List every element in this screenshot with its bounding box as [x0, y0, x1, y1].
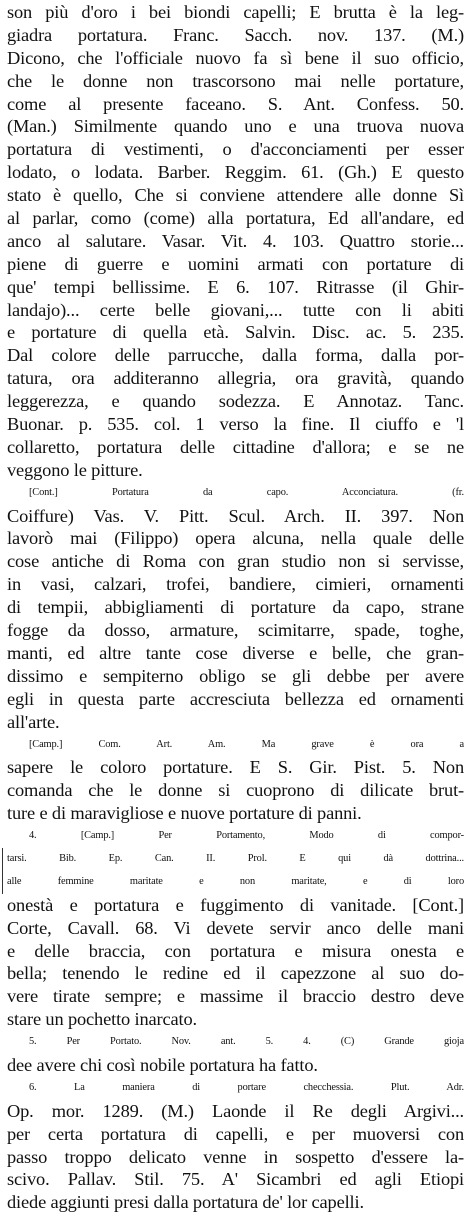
text-line: ture e di maravigliose e nuove portature di panni. [7, 803, 362, 824]
text-line: [Camp.] Com. Art. Am. Ma grave è ora a [29, 738, 464, 750]
text-line: 5. Per Portato. Nov. ant. 5. 4. (C) Grande gioja [29, 1036, 464, 1048]
text-line: di tempii, abbigliamenti di portature da capo, strane [7, 597, 464, 618]
text-line: 6. La maniera di portare checchessia. Plut. Adr. [29, 1081, 464, 1093]
text-line: Dicono, che l'officiale nuovo fa sì bene il suo officio, [7, 47, 464, 68]
text-line: cose antiche di Roma con gran studio non si servisse, [7, 551, 464, 572]
text-line: portatura di vestimenti, o d'acconciamenti per esser [7, 139, 464, 160]
text-line: in vasi, calzari, trofei, bandiere, cimieri, ornamenti [7, 574, 464, 595]
text-line: (Man.) Similmente quando uno e una truova nuova [7, 116, 464, 137]
text-line: stare un pochetto inarcato. [7, 1009, 197, 1030]
text-line: que' tempi bellissime. E 6. 107. Ritrasse (il Ghir- [7, 276, 464, 297]
text-line: leggerezza, e quando sodezza. E Annotaz. Tanc. [7, 391, 464, 412]
text-line: stato è quello, Che si conviene attendere alle donne Sì [7, 185, 464, 206]
text-line: piene di guerre e uomini armati con portature di [7, 253, 464, 274]
text-line: passo troppo delicato venne in sospetto d'essere la- [7, 1146, 464, 1167]
text-line: scivo. Pallav. Stil. 75. A' Sicambri ed agli Etiopi [7, 1169, 464, 1190]
text-line: Buonar. p. 535. col. 1 verso la fine. Il ciuffo e 'l [7, 414, 464, 435]
text-line: tatura, ora additeranno allegria, ora gravità, quando [7, 368, 464, 389]
text-line: lodato, o lodata. Barber. Reggim. 61. (Gh.) E questo [7, 162, 464, 183]
text-line: son più d'oro i bei biondi capelli; E brutta è la leg- [7, 2, 464, 22]
text-line: anco al salutare. Vasar. Vit. 4. 103. Quattro storie... [7, 230, 464, 251]
text-line: dee avere chi così nobile portatura ha fatto. [7, 1054, 318, 1075]
text-line: Corte, Cavall. 68. Vi devete servir anco delle mani [7, 917, 464, 938]
text-line: comanda che le donne si cuoprono di dilicate brut- [7, 780, 464, 801]
text-line: Dal colore delle parrucche, dalla forma, dalla por- [7, 345, 464, 366]
text-line: 4. [Camp.] Per Portamento, Modo di compor- [29, 830, 464, 842]
text-line: vere tirate sempre; e massime il braccio destro deve [7, 986, 464, 1007]
text-line: che le donne non trascorsono mai nelle portature, [7, 70, 464, 91]
text-column [7, 1, 464, 1214]
text-line: egli in questa parte accresciuta bellezza ed ornamenti [7, 688, 464, 709]
text-line: per certa portatura di capelli, e per muoversi con [7, 1123, 464, 1144]
text-line: giadra portatura. Franc. Sacch. nov. 137. (M.) [7, 24, 464, 45]
text-line: e delle braccia, con portatura e misura onesta e [7, 940, 464, 961]
text-line: veggono le pitture. [7, 459, 143, 480]
text-line: alle femmine maritate e non maritate, e di loro [2, 871, 464, 894]
text-line: landajo)... certe belle giovani,... tutte con li abiti [7, 299, 464, 320]
text-line: Op. mor. 1289. (M.) Laonde il Re degli Argivi... [7, 1100, 464, 1121]
text-line: manti, ed altre tante cose diverse e belle, che gran- [7, 642, 464, 663]
text-line: collaretto, portatura delle cittadine d'allora; e se ne [7, 436, 464, 457]
text-line: lavorò mai (Filippo) opera alcuna, nella quale delle [7, 528, 464, 549]
text-line: all'arte. [7, 711, 60, 732]
text-line: come al presente faceano. S. Ant. Confess. 50. [7, 93, 464, 114]
text-line: dissimo e sempiterno obligo se gli debbe per avere [7, 665, 464, 686]
text-line: diede aggiunti presi dalla portatura de' lor capelli. [7, 1192, 364, 1213]
text-line: e portature di quella età. Salvin. Disc. ac. 5. 235. [7, 322, 464, 343]
text-line: al parlar, como (come) alla portatura, Ed all'andare, ed [7, 208, 464, 229]
text-line: fogge da dosso, armature, scimitarre, spade, toghe, [7, 620, 464, 641]
text-line: [Cont.] Portatura da capo. Acconciatura. (fr. [29, 486, 464, 498]
text-line: onestà e portatura e fuggimento di vanitade. [Cont.] [7, 894, 464, 915]
text-line: bella; tenendo le redine ed il capezzone al suo do- [7, 963, 464, 984]
text-line: Coiffure) Vas. V. Pitt. Scul. Arch. II. 397. Non [7, 505, 464, 526]
text-line: tarsi. Bib. Ep. Can. II. Prol. E qui dà dottrina... [2, 848, 464, 871]
text-line: sapere le coloro portature. E S. Gir. Pist. 5. Non [7, 757, 464, 778]
